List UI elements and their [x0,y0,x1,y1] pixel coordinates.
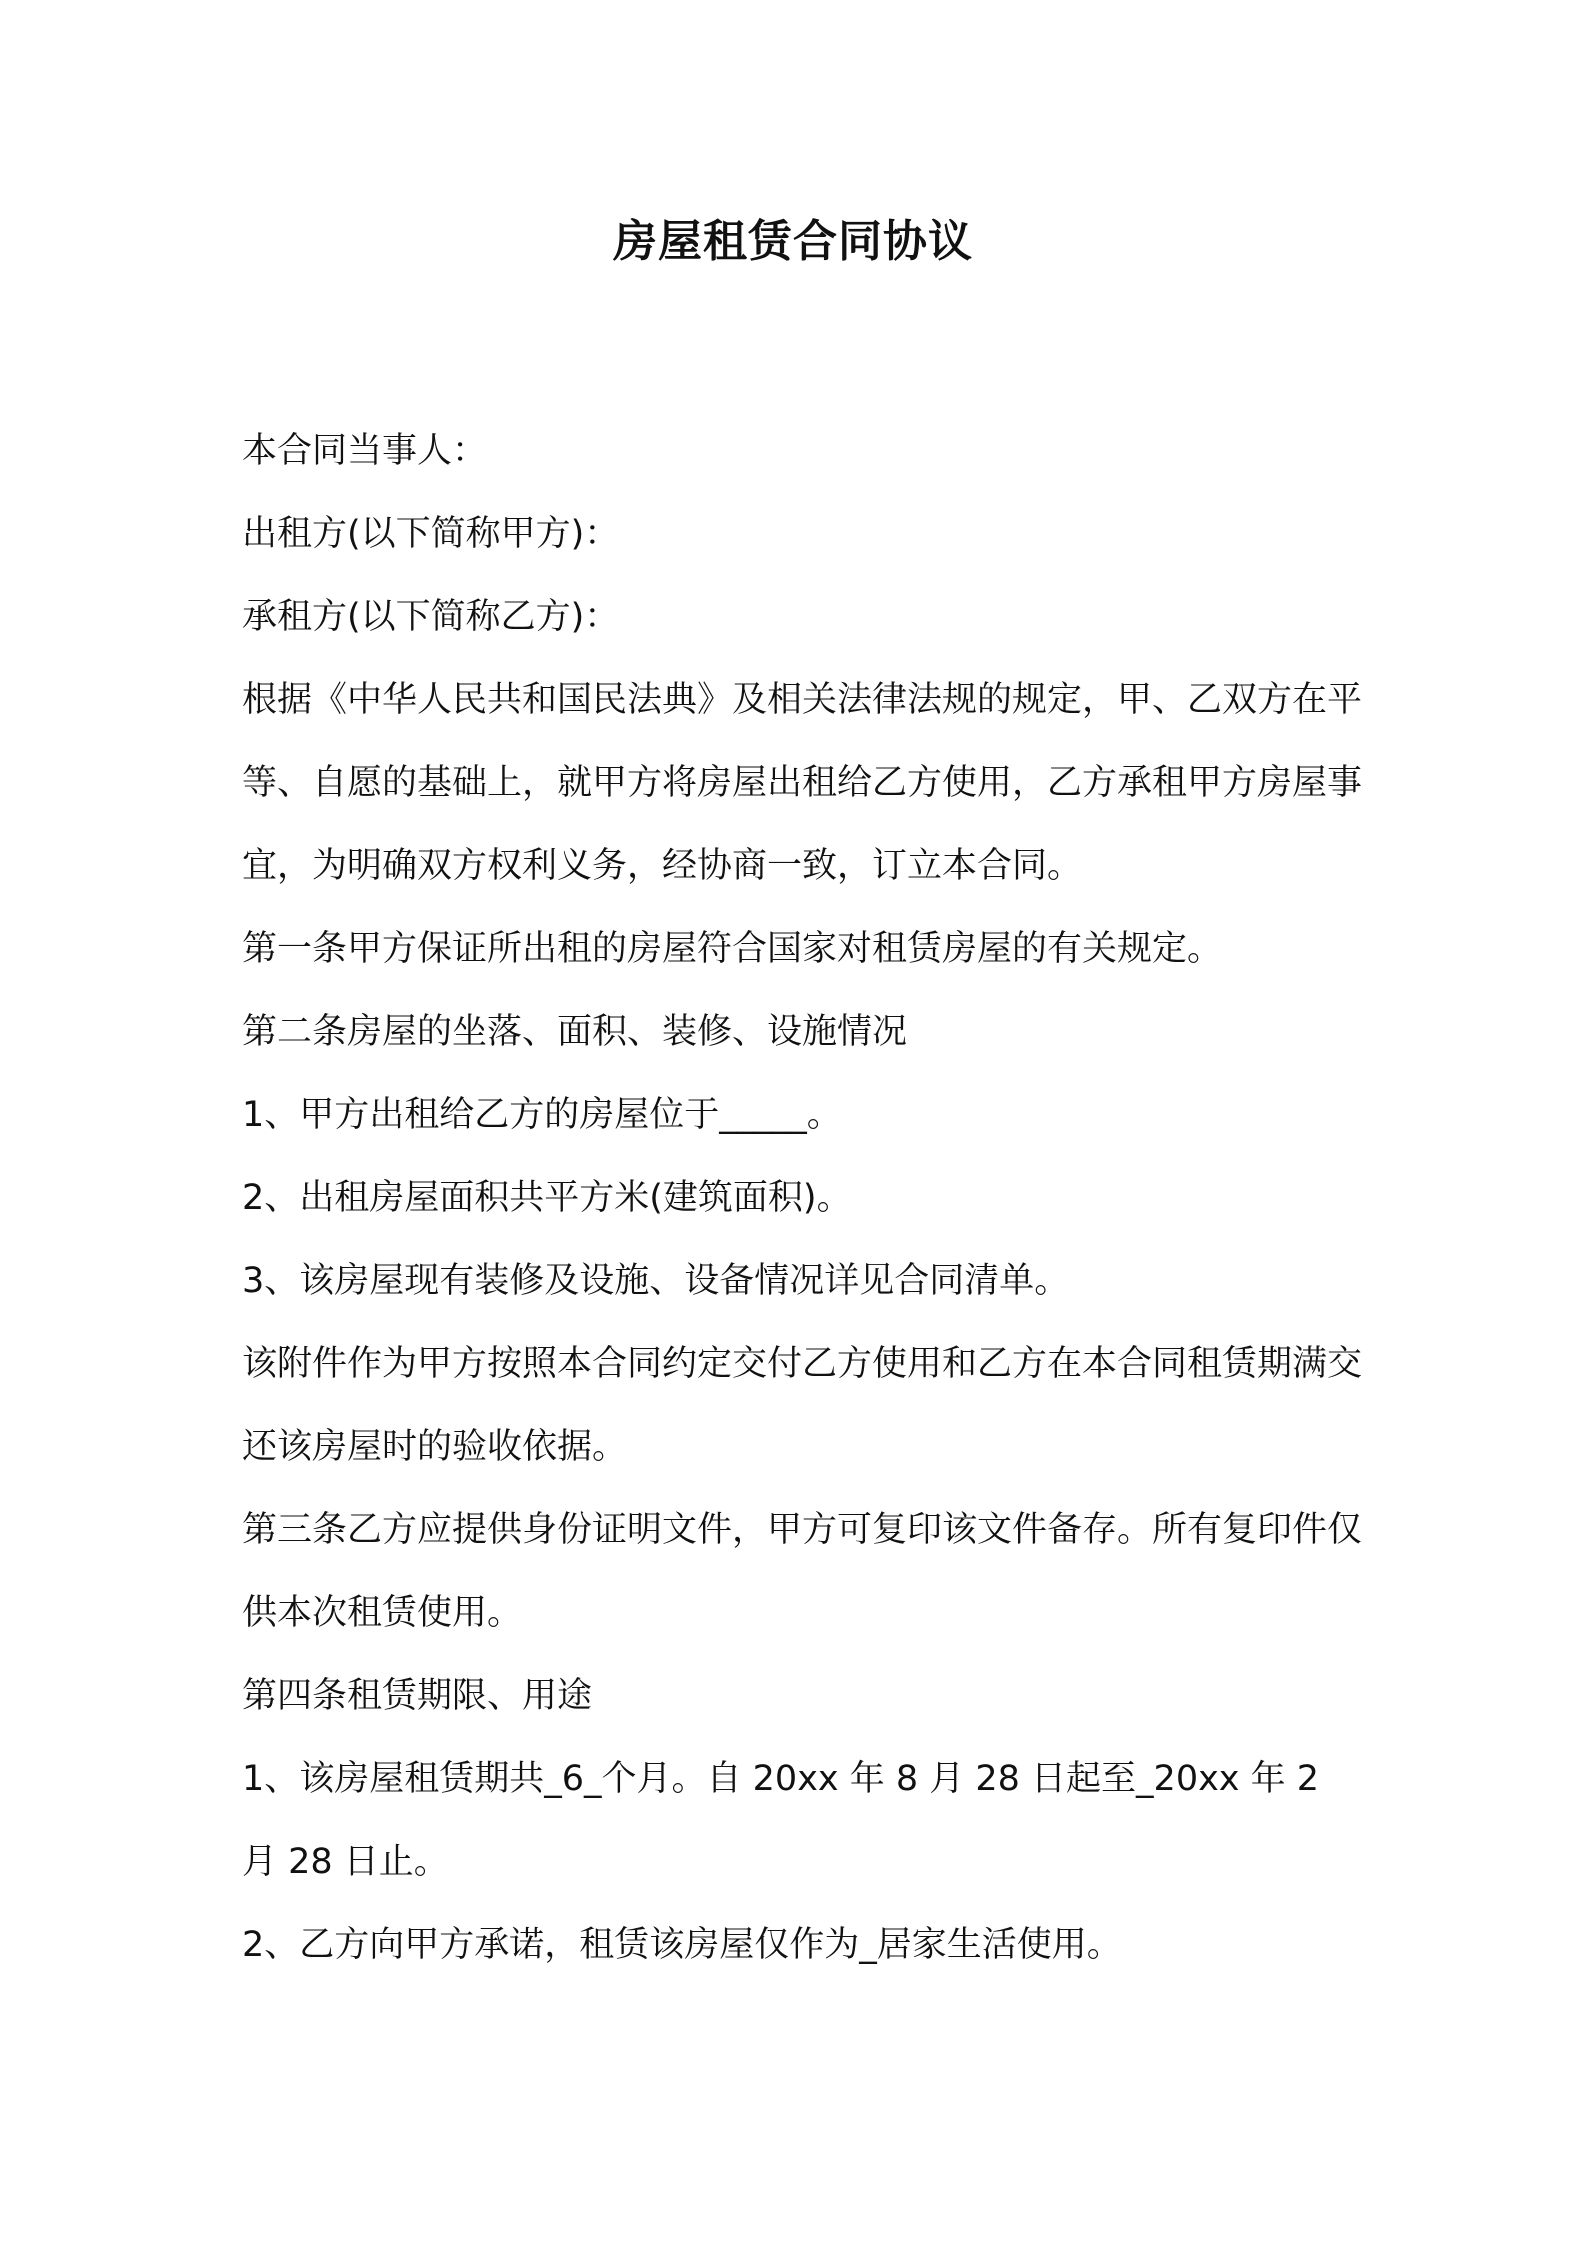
paragraph-article-3: 第三条乙方应提供身份证明文件，甲方可复印该文件备存。所有复印件仅供本次租赁使用。 [242,1510,1363,1633]
paragraph-article-2-item-1: 1、甲方出租给乙方的房屋位于_____。 [242,1095,842,1135]
paragraph-lessee: 承租方(以下简称乙方)： [242,597,620,637]
paragraph-preamble: 根据《中华人民共和国民法典》及相关法律法规的规定，甲、乙双方在平等、自愿的基础上，就甲方将房屋出租给乙方使用，乙方承租甲方房屋事宜，为明确双方权利义务，经协商一致，订立本合同。 [242,680,1363,886]
paragraph-article-2-heading: 第二条房屋的坐落、面积、装修、设施情况 [242,1012,908,1052]
paragraph-article-4-item-2: 2、乙方向甲方承诺，租赁该房屋仅作为_居家生活使用。 [242,1925,1122,1965]
paragraph-attachment-note: 该附件作为甲方按照本合同约定交付乙方使用和乙方在本合同租赁期满交还该房屋时的验收依据。 [242,1344,1363,1467]
paragraph-article-4-item-1: 1、该房屋租赁期共_6_个月。自 20xx 年 8 月 28 日起至_20xx 年 2 月 28 日止。 [242,1759,1320,1882]
paragraph-article-2-item-2: 2、出租房屋面积共平方米(建筑面积)。 [242,1178,852,1218]
paragraph-article-2-item-3: 3、该房屋现有装修及设施、设备情况详见合同清单。 [242,1261,1070,1301]
document-body [242,410,1362,1987]
paragraph-parties-heading: 本合同当事人： [242,431,488,471]
paragraph-lessor: 出租方(以下简称甲方)： [242,514,620,554]
paragraph-article-1: 第一条甲方保证所出租的房屋符合国家对租赁房屋的有关规定。 [242,929,1223,969]
paragraph-article-4-heading: 第四条租赁期限、用途 [242,1676,593,1716]
document-title: 房屋租赁合同协议 [613,216,973,267]
